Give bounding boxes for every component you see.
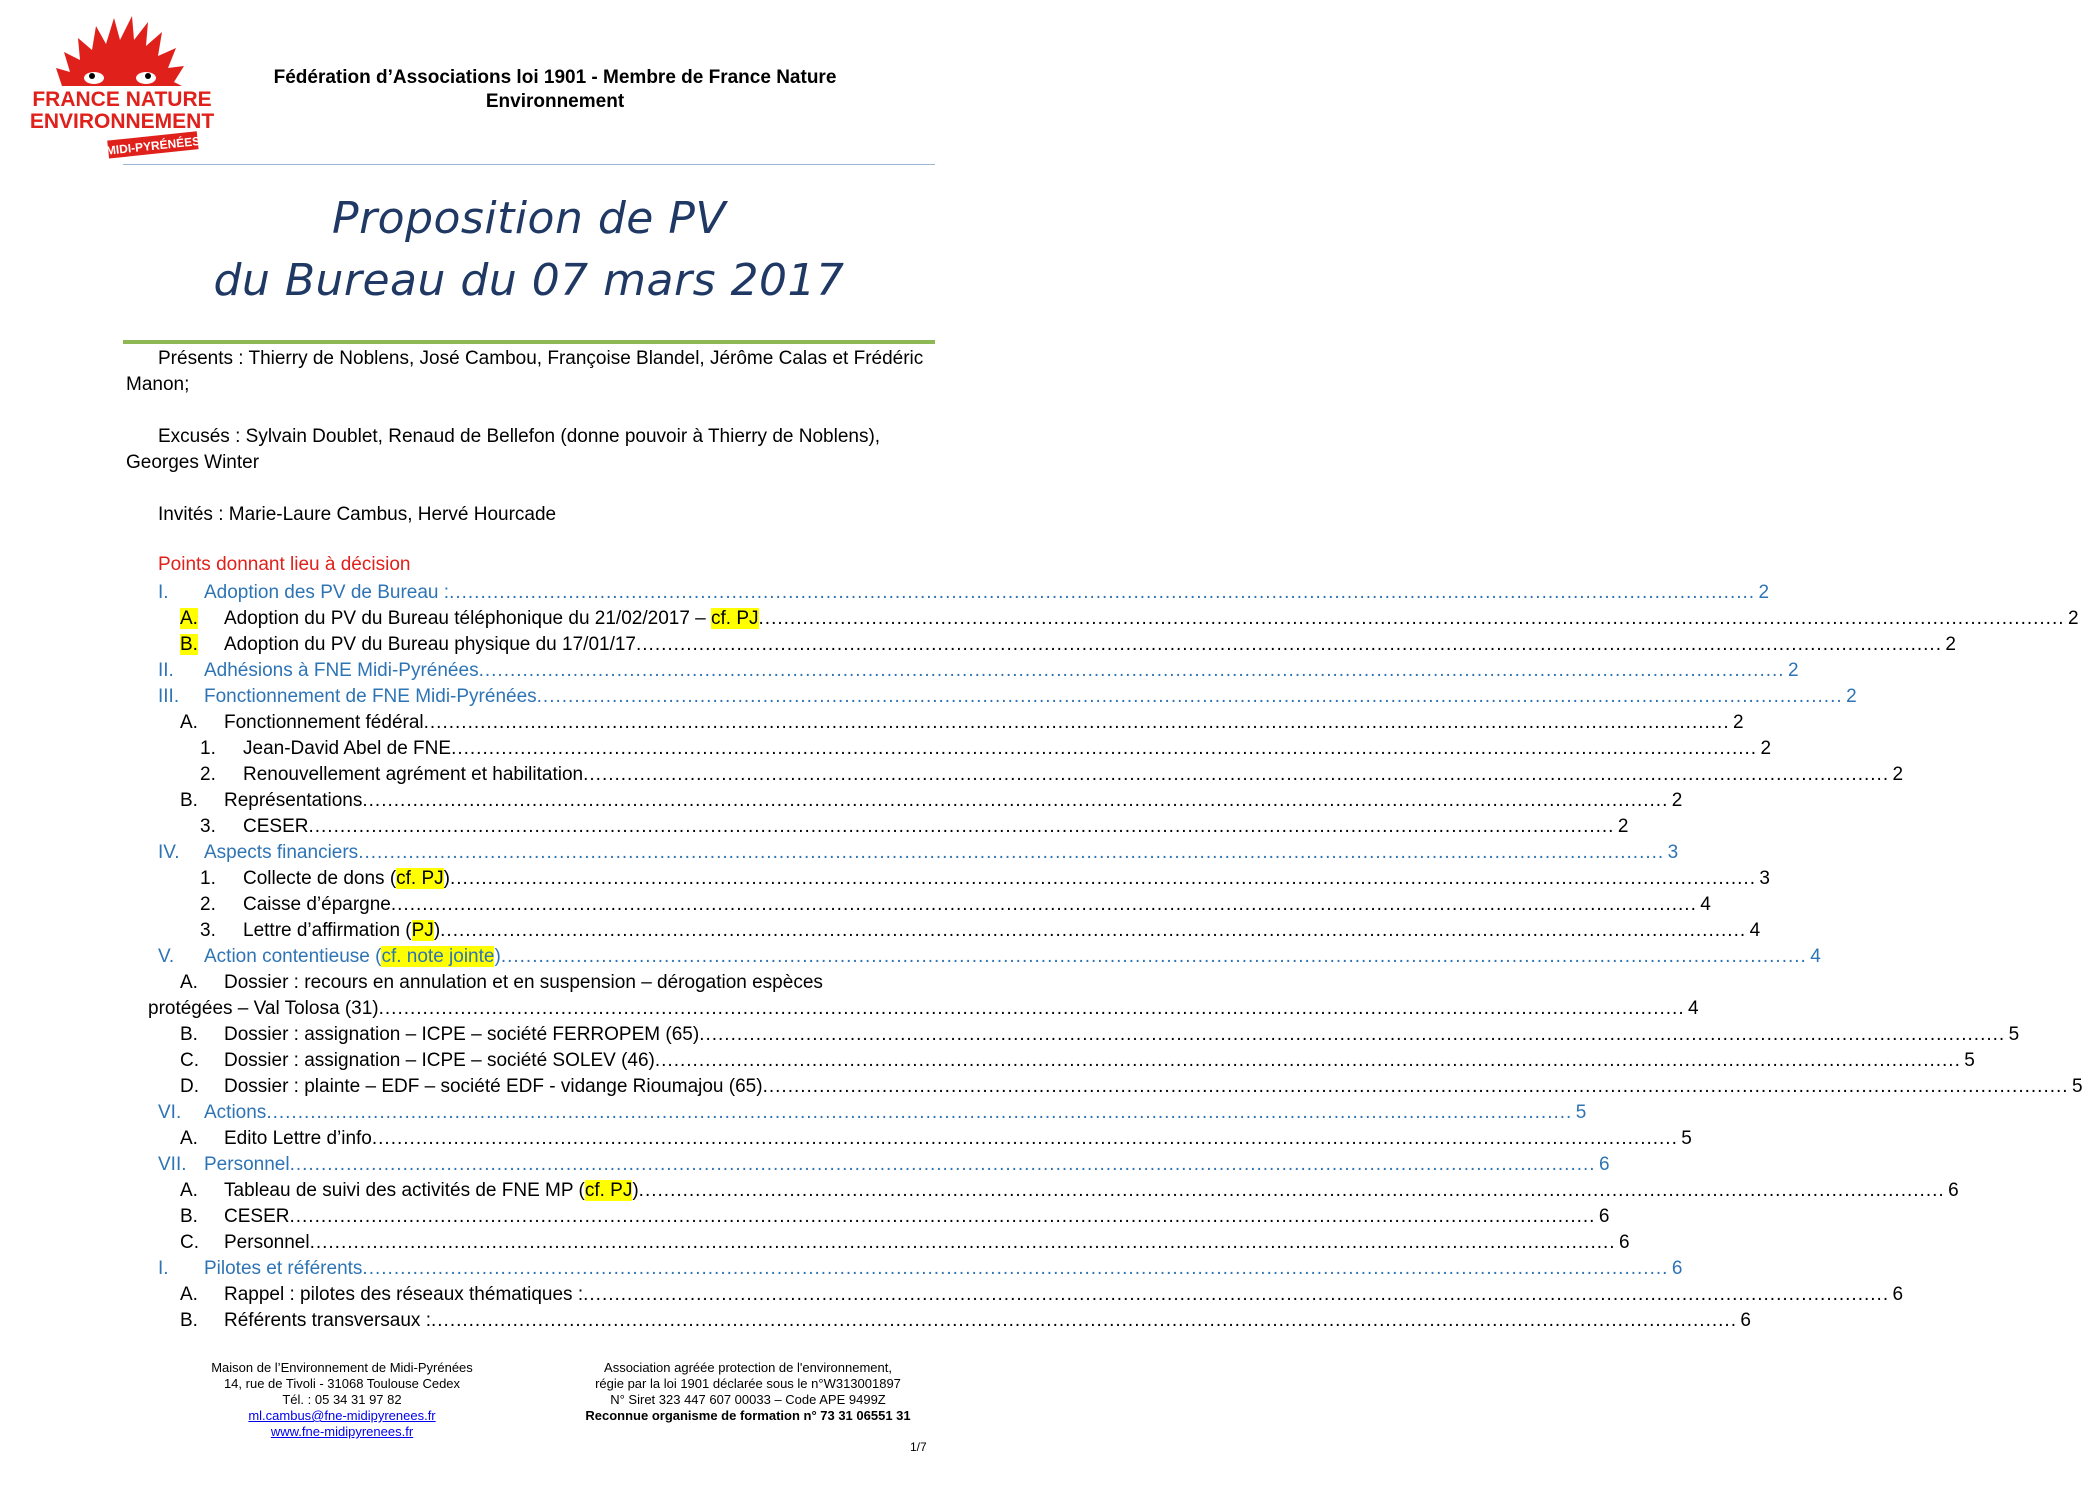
toc-entry-personnel-section[interactable]: VII. Personnel ..... 6 — [158, 1152, 932, 1178]
toc-entry-pv-telephonique[interactable]: A. Adoption du PV du Bureau téléphonique du 21/02/2017 – cf. PJ ..... 2 — [180, 606, 932, 632]
toc-entry-ferropem[interactable]: B. Dossier : assignation – ICPE – société FERROPEM (65) ..... 5 — [180, 1022, 932, 1048]
toc-entry-renouvellement[interactable]: 2. Renouvellement agrément et habilitation ..... 2 — [200, 762, 932, 788]
toc-entry-collecte-dons[interactable]: 1. Collecte de dons (cf. PJ) ..... 3 — [200, 866, 932, 892]
header-federation-text — [210, 66, 900, 114]
footer-address — [172, 1360, 512, 1440]
title-line2: du Bureau du 07 mars 2017 — [213, 255, 845, 306]
footer-address-line2: 14, rue de Tivoli - 31068 Toulouse Cedex — [223, 1376, 461, 1391]
footer-legal-line4: Reconnue organisme de formation n° 73 31 06551 31 — [585, 1408, 911, 1423]
toc-entry-adhesions[interactable]: II. Adhésions à FNE Midi-Pyrénées ..... 2 — [158, 658, 932, 684]
toc-entry-actions[interactable]: VI. Actions ..... 5 — [158, 1100, 932, 1126]
logo-line2: ENVIRONNEMENT — [29, 110, 215, 133]
title-line1: Proposition de PV — [332, 193, 726, 244]
toc-entry-jean-david-abel[interactable]: 1. Jean-David Abel de FNE ..... 2 — [200, 736, 932, 762]
toc-entry-pv-physique[interactable]: B. Adoption du PV du Bureau physique du 17/01/17 ..... 2 — [180, 632, 932, 658]
toc-entry-val-tolosa-line2[interactable]: protégées – Val Tolosa (31) ..... 4 — [148, 996, 932, 1022]
toc-entry-ceser-personnel[interactable]: B. CESER ..... 6 — [180, 1204, 932, 1230]
presents-line2: Manon; — [126, 374, 190, 395]
toc-entry-aspects-financiers[interactable]: IV. Aspects financiers ..... 3 — [158, 840, 932, 866]
presents-line1: Présents : Thierry de Noblens, José Cambou, Françoise Blandel, Jérôme Calas et Frédéric — [158, 348, 924, 369]
footer-phone: Tél. : 05 34 31 97 82 — [282, 1392, 402, 1407]
footer-legal-line1: Association agréée protection de l'environnement, — [604, 1360, 892, 1375]
toc-entry-representations[interactable]: B. Représentations ..... 2 — [180, 788, 932, 814]
toc-entry-action-contentieuse[interactable]: V. Action contentieuse (cf. note jointe) ..... 4 — [158, 944, 932, 970]
toc-entry-fonctionnement[interactable]: III. Fonctionnement de FNE Midi-Pyrénées ..... 2 — [158, 684, 932, 710]
toc-entry-val-tolosa-line1[interactable]: A. Dossier : recours en annulation et en suspension – dérogation espèces — [180, 972, 823, 993]
footer-legal — [548, 1360, 948, 1424]
invites-line: Invités : Marie-Laure Cambus, Hervé Hourcade — [158, 504, 557, 525]
footer-legal-line2: régie par la loi 1901 déclarée sous le n°W313001897 — [595, 1376, 901, 1391]
toc-entry-caisse-epargne[interactable]: 2. Caisse d’épargne ..... 4 — [200, 892, 932, 918]
toc-entry-solev[interactable]: C. Dossier : assignation – ICPE – société SOLEV (46) ..... 5 — [180, 1048, 932, 1074]
toc-entry-lettre-affirmation[interactable]: 3. Lettre d’affirmation (PJ) ..... 4 — [200, 918, 932, 944]
excuses-line1: Excusés : Sylvain Doublet, Renaud de Bellefon (donne pouvoir à Thierry de Noblens), — [158, 426, 881, 447]
header-divider — [123, 164, 935, 165]
excuses-line2: Georges Winter — [126, 452, 260, 473]
excuses-paragraph — [126, 424, 931, 476]
footer-legal-line3: N° Siret 323 447 607 00033 – Code APE 9499Z — [610, 1392, 886, 1407]
invites-paragraph — [126, 502, 931, 528]
toc-entry-edito[interactable]: A. Edito Lettre d’info ..... 5 — [180, 1126, 932, 1152]
document-title — [123, 188, 935, 312]
hedgehog-logo-icon — [29, 8, 215, 158]
toc-entry-tableau-suivi[interactable]: A. Tableau de suivi des activités de FNE MP (cf. PJ) ..... 6 — [180, 1178, 932, 1204]
toc-entry-personnel[interactable]: C. Personnel ..... 6 — [180, 1230, 932, 1256]
title-divider — [123, 340, 935, 344]
header-line2: Environnement — [485, 91, 625, 112]
toc-entry-fonctionnement-federal[interactable]: A. Fonctionnement fédéral ..... 2 — [180, 710, 932, 736]
toc-entry-pilotes-referents[interactable]: I. Pilotes et référents ..... 6 — [158, 1256, 932, 1282]
toc-entry-referents-transversaux[interactable]: B. Référents transversaux : ..... 6 — [180, 1308, 932, 1334]
toc-entry-edf-rioumajou[interactable]: D. Dossier : plainte – EDF – société EDF - vidange Rioumajou (65) ..... 5 — [180, 1074, 932, 1100]
page-number: 1/7 — [910, 1440, 927, 1454]
presents-paragraph — [126, 346, 931, 398]
footer-website-link[interactable]: www.fne-midipyrenees.fr — [270, 1424, 414, 1439]
toc-entry-rappel-pilotes[interactable]: A. Rappel : pilotes des réseaux thématiques : ..... 6 — [180, 1282, 932, 1308]
toc-entry-adoption-pv[interactable]: I. Adoption des PV de Bureau : ..... 2 — [158, 580, 932, 606]
footer-email-link[interactable]: ml.cambus@fne-midipyrenees.fr — [248, 1408, 436, 1423]
footer-address-line1: Maison de l’Environnement de Midi-Pyrénées — [211, 1360, 473, 1375]
toc-entry-ceser[interactable]: 3. CESER ..... 2 — [200, 814, 932, 840]
toc-heading: Points donnant lieu à décision — [158, 554, 411, 575]
logo-line1: FRANCE NATURE — [32, 88, 212, 111]
logo-line3: MIDI-PYRÉNÉES — [105, 133, 201, 158]
header-line1: Fédération d’Associations loi 1901 - Membre de France Nature — [273, 67, 837, 88]
fne-logo — [29, 8, 215, 158]
